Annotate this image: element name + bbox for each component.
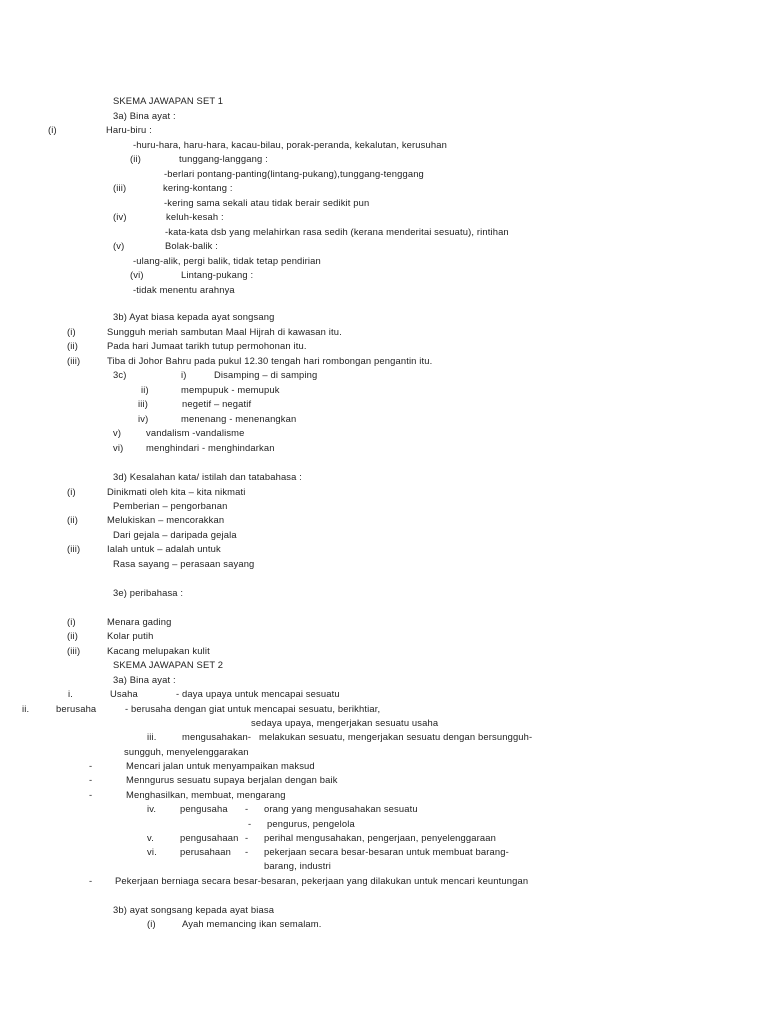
item-number: ii.	[22, 703, 30, 714]
set2-title: SKEMA JAWAPAN SET 2	[113, 659, 224, 670]
item-number: (ii)	[67, 514, 79, 525]
item-description: pekerjaan secara besar-besaran untuk membuat barang-	[264, 846, 509, 857]
bullet-dash: -	[89, 760, 93, 771]
item-description: perihal mengusahakan, pengerjaan, penyelenggaraan	[264, 832, 497, 843]
item-word: perusahaan	[180, 846, 232, 857]
list-item: Dari gejala – daripada gejala	[113, 529, 237, 540]
item-description: melakukan sesuatu, mengerjakan sesuatu dengan bersungguh-	[259, 731, 533, 742]
item-word: tunggang-langgang :	[179, 153, 268, 164]
item-description: - berusaha dengan giat untuk mencapai sesuatu, berikhtiar,	[125, 703, 381, 714]
item-number: (ii)	[67, 630, 79, 641]
item-number: (i)	[48, 124, 57, 135]
item-word: Lintang-pukang :	[181, 269, 254, 280]
list-item: Kolar putih	[107, 630, 154, 641]
list-item: Disamping – di samping	[214, 369, 318, 380]
item-description: -ulang-alik, pergi balik, tidak tetap pendirian	[133, 255, 321, 266]
list-item: Pada hari Jumaat tarikh tutup permohonan itu.	[107, 340, 307, 351]
item-number: iv.	[147, 803, 157, 814]
item-description: pengurus, pengelola	[267, 818, 355, 829]
list-item: vandalism -vandalisme	[146, 427, 245, 438]
list-item: Ayah memancing ikan semalam.	[182, 918, 322, 929]
list-item: Kacang melupakan kulit	[107, 645, 210, 656]
bullet-item: Mencari jalan untuk menyampaikan maksud	[126, 760, 315, 771]
set1-3b-heading: 3b) Ayat biasa kepada ayat songsang	[113, 311, 275, 322]
item-number: i)	[181, 369, 187, 380]
list-item: mempupuk - memupuk	[181, 384, 280, 395]
list-item: Sungguh meriah sambutan Maal Hijrah di kawasan itu.	[107, 326, 342, 337]
set1-3c-heading: 3c)	[113, 369, 127, 380]
item-word: Bolak-balik :	[165, 240, 219, 251]
set1-3a-heading: 3a) Bina ayat :	[113, 110, 176, 121]
item-description: sedaya upaya, mengerjakan sesuatu usaha	[251, 717, 439, 728]
item-description: -tidak menentu arahnya	[133, 284, 235, 295]
item-description: barang, industri	[264, 860, 332, 871]
item-number: (iv)	[113, 211, 127, 222]
bullet-dash: -	[89, 789, 93, 800]
item-number: vi.	[147, 846, 157, 857]
bullet-item: Menghasilkan, membuat, mengarang	[126, 789, 286, 800]
list-item: Ialah untuk – adalah untuk	[107, 543, 221, 554]
item-word: pengusaha	[180, 803, 228, 814]
item-word: berusaha	[56, 703, 97, 714]
list-item: Rasa sayang – perasaan sayang	[113, 558, 255, 569]
set2-3a-heading: 3a) Bina ayat :	[113, 674, 176, 685]
item-number: (ii)	[130, 153, 142, 164]
item-word: kering-kontang :	[163, 182, 233, 193]
item-number: (i)	[147, 918, 156, 929]
item-number: (i)	[67, 326, 76, 337]
item-dash: -	[248, 818, 252, 829]
item-word: pengusahaan	[180, 832, 239, 843]
item-description: -huru-hara, haru-hara, kacau-bilau, porak-peranda, kekalutan, kerusuhan	[133, 139, 447, 150]
list-item: negetif – negatif	[182, 398, 252, 409]
item-number: v.	[147, 832, 154, 843]
list-item: menghindari - menghindarkan	[146, 442, 275, 453]
item-dash: -	[245, 846, 249, 857]
item-number: v)	[113, 427, 122, 438]
item-description: sungguh, menyelenggarakan	[124, 746, 249, 757]
item-number: (vi)	[130, 269, 144, 280]
item-number: (i)	[67, 486, 76, 497]
bullet-item: Menngurus sesuatu supaya berjalan dengan baik	[126, 774, 338, 785]
item-number: vi)	[113, 442, 124, 453]
item-word: mengusahakan-	[182, 731, 252, 742]
set1-3e-heading: 3e) peribahasa :	[113, 587, 184, 598]
item-number: (iii)	[67, 645, 81, 656]
set1-3d-heading: 3d) Kesalahan kata/ istilah dan tatabahasa :	[113, 471, 303, 482]
item-description: -berlari pontang-panting(lintang-pukang),tunggang-tenggang	[164, 168, 424, 179]
list-item: Tiba di Johor Bahru pada pukul 12.30 tengah hari rombongan pengantin itu.	[107, 355, 433, 366]
item-description: - daya upaya untuk mencapai sesuatu	[176, 688, 340, 699]
item-number: (iii)	[67, 355, 81, 366]
item-word: Haru-biru :	[106, 124, 152, 135]
item-dash: -	[245, 803, 249, 814]
item-number: iv)	[138, 413, 149, 424]
bullet-dash: -	[89, 774, 93, 785]
item-number: (iii)	[113, 182, 127, 193]
bullet-dash: -	[89, 875, 93, 886]
list-item: Menara gading	[107, 616, 172, 627]
list-item: Pemberian – pengorbanan	[113, 500, 228, 511]
item-number: (v)	[113, 240, 125, 251]
item-description: -kata-kata dsb yang melahirkan rasa sedih (kerana menderitai sesuatu), rintihan	[165, 226, 509, 237]
item-number: (i)	[67, 616, 76, 627]
item-number: (ii)	[67, 340, 79, 351]
item-number: iii.	[147, 731, 157, 742]
item-description: orang yang mengusahakan sesuatu	[264, 803, 418, 814]
set2-3b-heading: 3b) ayat songsang kepada ayat biasa	[113, 904, 275, 915]
item-description: -kering sama sekali atau tidak berair sedikit pun	[164, 197, 370, 208]
list-item: Dinikmati oleh kita – kita nikmati	[107, 486, 246, 497]
bullet-item: Pekerjaan berniaga secara besar-besaran, pekerjaan yang dilakukan untuk mencari keuntungan	[115, 875, 529, 886]
item-number: i.	[68, 688, 73, 699]
item-word: keluh-kesah :	[166, 211, 224, 222]
list-item: menenang - menenangkan	[181, 413, 297, 424]
list-item: Melukiskan – mencorakkan	[107, 514, 225, 525]
item-dash: -	[245, 832, 249, 843]
item-number: ii)	[141, 384, 149, 395]
set1-title: SKEMA JAWAPAN SET 1	[113, 95, 224, 106]
item-word: Usaha	[110, 688, 138, 699]
item-number: (iii)	[67, 543, 81, 554]
item-number: iii)	[138, 398, 148, 409]
